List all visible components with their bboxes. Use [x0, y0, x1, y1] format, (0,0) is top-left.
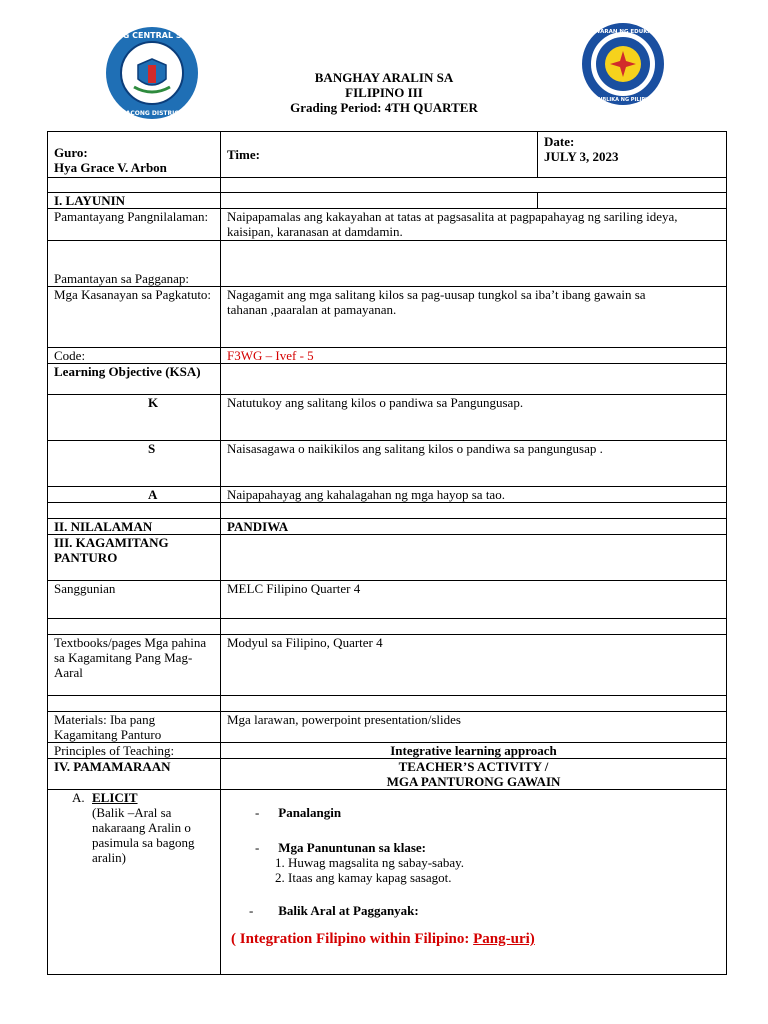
materials-label: Materials: Iba pang Kagamitang Panturo	[48, 712, 221, 743]
elicit-row	[48, 790, 727, 975]
dash-1: -	[255, 805, 260, 820]
guro-label: Guro:	[54, 144, 88, 160]
a-label: A	[48, 487, 221, 503]
layunin-heading: I. LAYUNIN	[48, 193, 221, 209]
activity-line-1: TEACHER’S ACTIVITY /	[398, 759, 549, 774]
pagganap-label: Pamantayan sa Pagganap:	[48, 241, 221, 287]
panuntunan-text: Mga Panuntunan sa klase:	[278, 840, 426, 855]
kasanayan-label: Mga Kasanayan sa Pagkatuto:	[48, 287, 221, 348]
kasanayan-row	[48, 287, 727, 348]
date-label: Date:	[544, 134, 575, 149]
nilalaman-label: II. NILALAMAN	[48, 519, 221, 535]
guro-cell	[48, 132, 221, 178]
a-row	[48, 487, 727, 503]
info-row	[48, 132, 727, 178]
sanggunian-label: Sanggunian	[48, 581, 221, 619]
materials-value: Mga larawan, powerpoint presentation/slides	[221, 712, 727, 743]
elicit-activity-cell	[221, 790, 727, 975]
k-label: K	[48, 395, 221, 441]
header-line-2: FILIPINO III	[345, 85, 423, 100]
sanggunian-row	[48, 581, 727, 619]
textbooks-row	[48, 635, 727, 696]
activity-heading	[221, 759, 727, 790]
elicit-desc: (Balik –Aral sa nakaraang Aralin o pasimula sa bagong aralin)	[92, 805, 195, 865]
pamantayang-label: Pamantayang Pangnilalaman:	[48, 209, 221, 241]
kasanayan-value-1: Nagagamit ang mga salitang kilos sa pag-uusap tungkol sa iba’t ibang gawain sa	[227, 287, 646, 302]
code-row	[48, 348, 727, 364]
kasanayan-value-2: tahanan ,paaralan at pamayanan.	[227, 302, 397, 317]
guro-value: Hya Grace V. Arbon	[54, 159, 167, 175]
document-header	[0, 70, 768, 115]
elicit-letter: A.	[72, 790, 85, 805]
spacer-row	[48, 178, 727, 193]
lesson-plan-table	[47, 131, 727, 975]
time-label: Time:	[227, 147, 260, 162]
code-label: Code:	[48, 348, 221, 364]
integration-prefix: ( Integration Filipino within Filipino:	[231, 931, 474, 947]
s-label: S	[48, 441, 221, 487]
code-value: F3WG – Ivef - 5	[221, 348, 727, 364]
logo-left-ring-top: BACONG CENTRAL SCHOOL	[91, 31, 213, 40]
sanggunian-value: MELC Filipino Quarter 4	[221, 581, 727, 619]
spacer-row	[48, 503, 727, 519]
logo-right-ring-bottom: REPUBLIKA NG PILIPINAS	[587, 97, 659, 103]
rule-1: 1. Huwag magsalita ng sabay-sabay.	[275, 855, 465, 870]
k-value: Natutukoy ang salitang kilos o pandiwa sa Pangungusap.	[221, 395, 727, 441]
integration-line	[227, 932, 720, 947]
dash-3: -	[249, 903, 254, 918]
date-cell	[538, 132, 727, 178]
kagamitan-label: III. KAGAMITANG PANTURO	[48, 535, 221, 581]
k-row	[48, 395, 727, 441]
principles-row	[48, 743, 727, 759]
pamamaraan-label: IV. PAMAMARAAN	[48, 759, 221, 790]
time-cell	[221, 132, 538, 178]
textbooks-value: Modyul sa Filipino, Quarter 4	[221, 635, 727, 696]
s-value: Naisasagawa o naikikilos ang salitang kilos o pandiwa sa pangungusap .	[221, 441, 727, 487]
layunin-row	[48, 193, 727, 209]
objective-label: Learning Objective (KSA)	[48, 364, 221, 395]
principles-value: Integrative learning approach	[221, 743, 727, 759]
dash-2: -	[255, 840, 260, 855]
a-value: Naipapahayag ang kahalagahan ng mga hayop sa tao.	[221, 487, 727, 503]
panalangin-text: Panalangin	[278, 805, 342, 820]
header-line-1: BANGHAY ARALIN SA	[314, 70, 454, 85]
textbooks-label: Textbooks/pages Mga pahina sa Kagamitang Pang Mag-Aaral	[48, 635, 221, 696]
pagganap-row	[48, 241, 727, 287]
nilalaman-value: PANDIWA	[221, 519, 727, 535]
kagamitan-row	[48, 535, 727, 581]
activity-line-2: MGA PANTURONG GAWAIN	[386, 774, 561, 789]
integration-topic: Pang-uri)	[473, 931, 535, 947]
rule-2: 2. Itaas ang kamay kapag sasagot.	[275, 870, 452, 885]
spacer-row	[48, 619, 727, 635]
header-line-3: Grading Period: 4TH QUARTER	[290, 100, 478, 115]
objective-row	[48, 364, 727, 395]
elicit-title: ELICIT	[92, 790, 138, 805]
s-row	[48, 441, 727, 487]
elicit-cell	[48, 790, 221, 975]
balik-aral-text: Balik Aral at Pagganyak:	[278, 903, 419, 918]
date-value: JULY 3, 2023	[544, 149, 619, 164]
materials-row	[48, 712, 727, 743]
logo-left-ring-bottom: BACONG DISTRICT	[121, 110, 183, 117]
kasanayan-cell	[221, 287, 727, 348]
principles-label: Principles of Teaching:	[48, 743, 221, 759]
nilalaman-row	[48, 519, 727, 535]
spacer-row	[48, 696, 727, 712]
pamamaraan-row	[48, 759, 727, 790]
pamantayang-row	[48, 209, 727, 241]
pamantayang-value: Naipapamalas ang kakayahan at tatas at pagsasalita at pagpapahayag ng sariling ideya, kaisipan, karanasan at damdamin.	[221, 209, 727, 241]
logo-right-ring-top: KAGAWARAN NG EDUKASYON	[577, 29, 669, 35]
